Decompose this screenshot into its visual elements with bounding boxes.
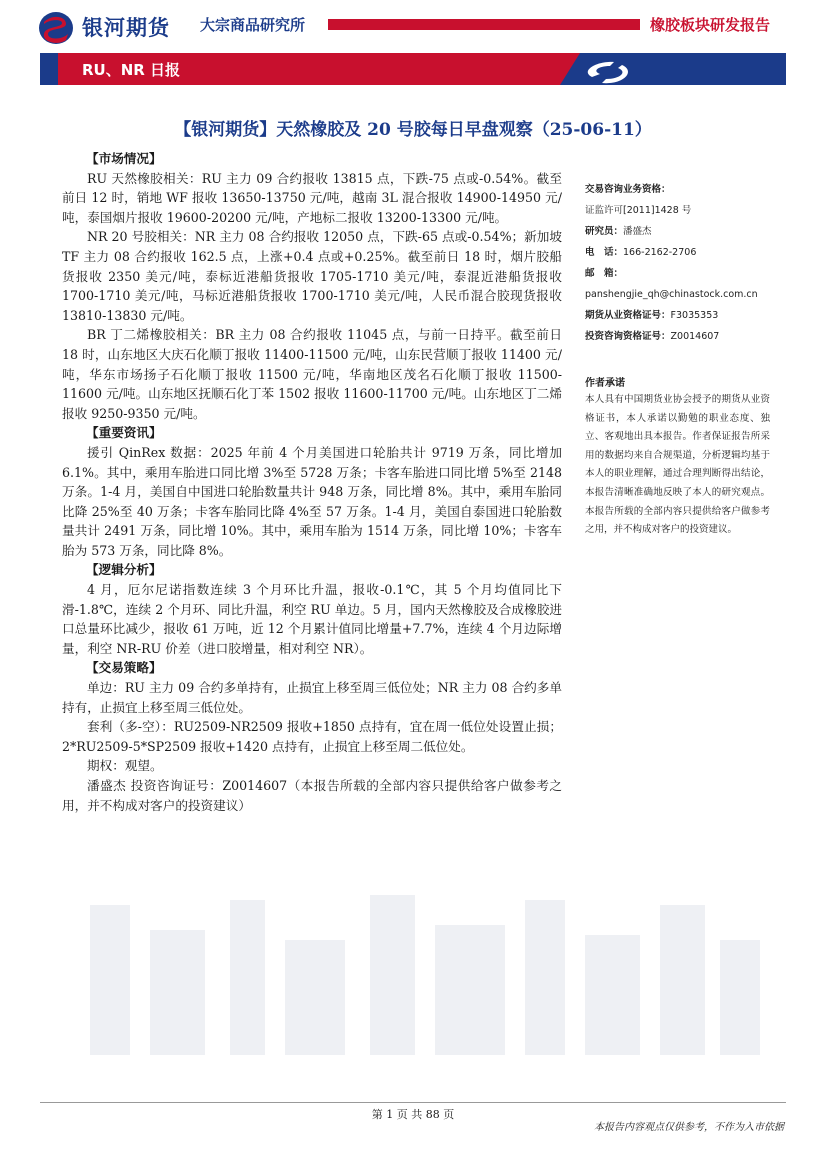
section-news bbox=[62, 423, 562, 560]
section-heading: 【交易策略】 bbox=[86, 660, 162, 676]
paragraph: RU 天然橡胶相关：RU 主力 09 合约报收 13815 点，下跌-75 点或-0.54%。截至前日 12 时，销地 WF 报收 13650-13750 元/吨，越南 3L 混合报收 14900-14950 元/吨，泰国烟片报收 19600-20200 元/吨，产地标二报收 13200-13300 元/吨。 bbox=[62, 170, 562, 225]
email-value[interactable]: panshengjie_qh@chinastock.com.cn bbox=[585, 289, 758, 300]
report-type: 橡胶板块研发报告 bbox=[650, 16, 771, 34]
banner-title: RU、NR 日报 bbox=[82, 61, 181, 79]
footer-disclaimer: 本报告内容观点仅供参考，不作为入市依据 bbox=[594, 1122, 784, 1133]
info-row bbox=[585, 221, 775, 242]
paragraph: 单边：RU 主力 09 合约多单持有，止损宜上移至周三低位处；NR 主力 08 合约多单持有，止损宜上移至周三低位处。 bbox=[62, 680, 562, 715]
info-label: 电 话： bbox=[585, 247, 624, 258]
info-row bbox=[585, 284, 775, 305]
paragraph: 援引 QinRex 数据：2025 年前 4 个月美国进口轮胎共计 9719 万条，同比增加 6.1%。其中，乘用车胎进口同比增 3%至 5728 万条；卡客车胎进口同比增 5%至 2148 万条。1-4 月，美国自中国进口轮胎数量共计 948 万条，同比增 8%。其中，乘用车胎同比降 25%至 40 万条；卡客车胎同比降 4%至 57 万条。1-4 月，美国自泰国进口轮胎数量共计 2491 万条，同比增 10%。其中，乘用车胎为 1514 万条，同比增 10%；卡客车胎为 573 万条，同比降 8%。 bbox=[62, 444, 562, 558]
info-label: 邮 箱： bbox=[585, 268, 624, 279]
info-label: 研究员： bbox=[585, 226, 624, 237]
info-row bbox=[585, 242, 775, 263]
info-value: 证监许可[2011]1428 号 bbox=[585, 205, 692, 216]
info-row bbox=[585, 200, 775, 221]
info-row bbox=[585, 326, 775, 347]
main-content bbox=[62, 149, 562, 815]
page-number: 第 1 页 共 88 页 bbox=[371, 1108, 455, 1121]
section-analysis bbox=[62, 560, 562, 658]
document-title: 【银河期货】天然橡胶及 20 号胶每日早盘观察（25-06-11） bbox=[174, 120, 652, 140]
info-label: 交易咨询业务资格： bbox=[585, 184, 671, 195]
paragraph: 套利（多-空）：RU2509-NR2509 报收+1850 点持有，宜在周一低位处设置止损；2*RU2509-5*SP2509 报收+1420 点持有，止损宜上移至周二低位处。 bbox=[62, 719, 562, 754]
footer-divider bbox=[40, 1102, 786, 1103]
info-value: 166-2162-2706 bbox=[623, 247, 697, 258]
info-value: Z0014607 bbox=[670, 331, 720, 342]
info-row bbox=[585, 305, 775, 326]
info-value: 潘盛杰 bbox=[623, 226, 652, 237]
section-heading: 【重要资讯】 bbox=[86, 425, 162, 441]
paragraph: BR 丁二烯橡胶相关：BR 主力 08 合约报收 11045 点，与前一日持平。截至前日 18 时，山东地区大庆石化顺丁报收 11400-11500 元/吨，山东民营顺丁报收 11400 元/吨，华东市场扬子石化顺丁报收 11500 元/吨，华南地区茂名石化顺丁报收 11500-11600 元/吨。山东地区抚顺石化丁苯 1502 报收 11600-11700 元/吨。山东地区丁二烯报收 9250-9350 元/吨。 bbox=[62, 327, 562, 421]
galaxy-logo-icon bbox=[36, 10, 76, 46]
author-promise-text: 本人具有中国期货业协会授予的期货从业资格证书，本人承诺以勤勉的职业态度、独立、客观地出具本报告。作者保证报告所采用的数据均来自合规渠道，分析逻辑均基于本人的职业理解，通过合理判断得出结论，本报告清晰准确地反映了本人的研究观点。本报告所载的全部内容只提供给客户做参考之用，并不构成对客户的投资建议。 bbox=[585, 394, 770, 536]
brand-name: 银河期货 bbox=[82, 16, 170, 40]
section-market bbox=[62, 149, 562, 423]
brand-logo bbox=[36, 10, 206, 46]
institute-name: 大宗商品研究所 bbox=[200, 16, 306, 34]
info-label: 投资咨询资格证号： bbox=[585, 331, 671, 342]
author-promise-heading: 作者承诺 bbox=[585, 378, 625, 389]
section-heading: 【市场情况】 bbox=[86, 151, 162, 166]
paragraph: 4 月，厄尔尼诺指数连续 3 个月环比升温，报收-0.1℃，其 5 个月均值同比下滑-1.8℃，连续 2 个月环、同比升温，利空 RU 单边。5 月，国内天然橡胶及合成橡胶进口总量环比减少，报收 61 万吨，近 12 个月累计值同比增量+7.7%，连续 4 个月边际增量，利空 NR-RU 价差（进口胶增量，相对利空 NR）。 bbox=[62, 582, 562, 656]
header-red-bar bbox=[328, 19, 640, 30]
paragraph: 期权：观望。 bbox=[87, 758, 163, 774]
section-heading: 【逻辑分析】 bbox=[86, 562, 162, 578]
paragraph: 潘盛杰 投资咨询证号：Z0014607（本报告所载的全部内容只提供给客户做参考之用，并不构成对客户的投资建议） bbox=[62, 778, 562, 813]
info-value: F3035353 bbox=[670, 310, 719, 321]
info-row bbox=[585, 263, 775, 284]
author-info bbox=[585, 179, 775, 347]
paragraph: NR 20 号胶相关：NR 主力 08 合约报收 12050 点，下跌-65 点或-0.54%；新加坡 TF 主力 08 合约报收 162.5 点，上涨+0.4 点或+0.25%。截至前日 18 时，烟片胶船货报收 2350 美元/吨，泰标近港船货报收 1705-1710 美元/吨，泰混近港船货报收 1700-1710 美元/吨，马标近港船货报收 1700-1710 美元/吨，人民币混合胶现货报收 13810-13830 元/吨。 bbox=[62, 229, 562, 323]
info-row bbox=[585, 179, 775, 200]
info-label: 期货从业资格证号： bbox=[585, 310, 671, 321]
section-strategy bbox=[62, 658, 562, 815]
